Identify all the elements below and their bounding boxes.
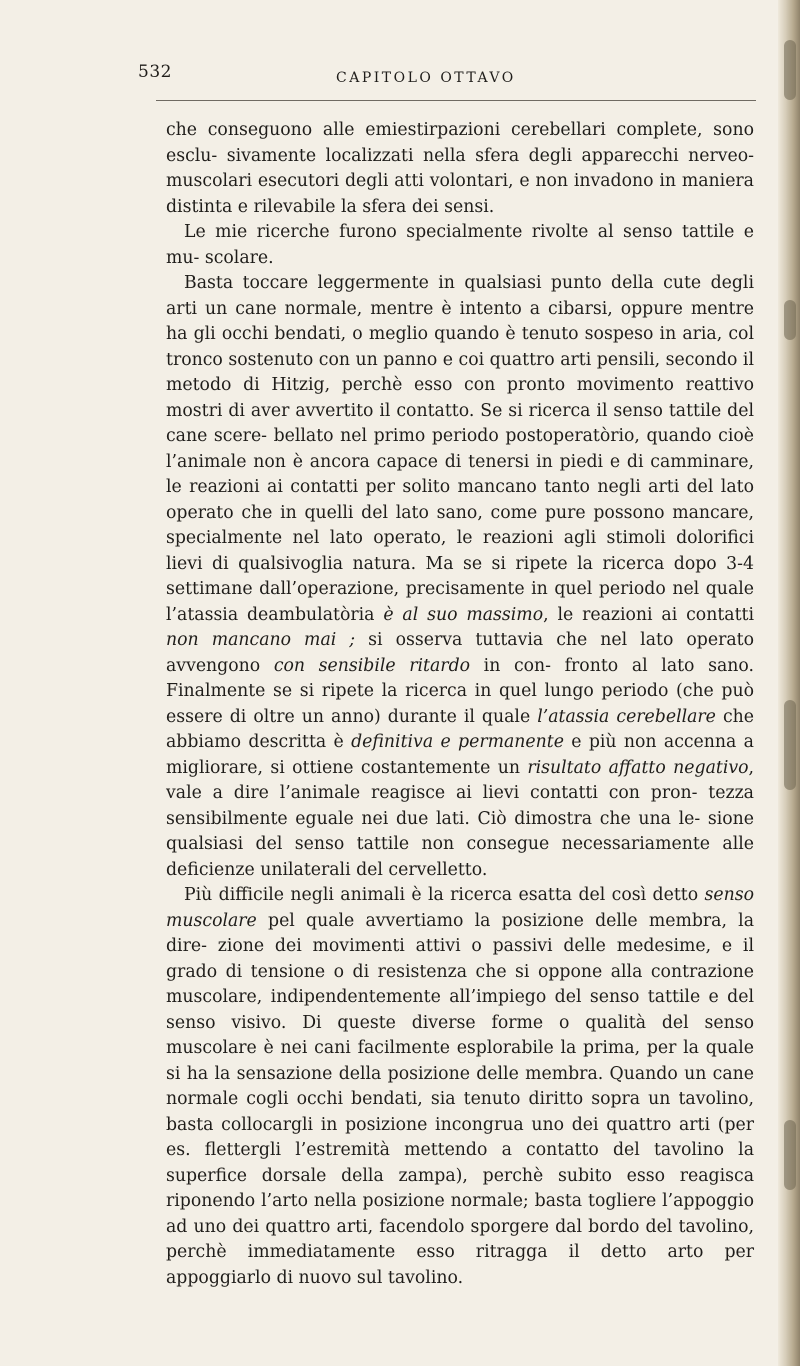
text-run: Basta toccare leggermente in qualsiasi punto della cute degli arti un cane normale, mentre è intento a cibarsi, oppure mentre ha gli occhi bendati, o meglio quando è tenuto sospeso in aria, col tronco sostenuto con un panno e coi quattro arti pensili, secondo il metodo di Hitzig, perchè esso con pronto movimento reattivo mostri di aver avvertito il contatto. Se si ricerca il senso tattile del cane scere- bellato nel primo periodo postoperatòrio, quando cioè l’animale non è ancora capace di tenersi in piedi e di camminare, le reazioni ai contatti per solito mancano tanto negli arti del lato operato che in quelli del lato sano, come pure possono mancare, specialmente nel lato operato, le reazioni agli stimoli dolorifici lievi di qualsivoglia natura. Ma se si ripete la ricerca dopo 3-4 settimane dall’operazione, precisamente in quel periodo nel quale l’atassia deambulatòria: [166, 273, 754, 625]
paragraph: [166, 271, 754, 883]
page-edge: [778, 0, 800, 1366]
text-run: si osserva tuttavia che nel lato operato avvengono: [166, 630, 754, 676]
text-run: , vale a dire l’animale reagisce ai lievi contatti con pron- tezza sensibilmente eguale nei due lati. Ciò dimostra che una le- sione qualsiasi del senso tattile non consegue necessariamente alle deficienze unilaterali del cervelletto.: [166, 757, 755, 880]
text-run: in con- fronto al lato sano. Finalmente se si ripete la ricerca in quel lungo periodo (che può essere di oltre un anno) durante il quale: [166, 655, 754, 727]
italic-text: senso muscolare: [166, 885, 754, 931]
text-run: che conseguono alle emiestirpazioni cerebellari complete, sono esclu- sivamente localizzati nella sfera degli apparecchi nerveo-muscolari esecutori degli atti volontari, e non invadono in maniera distinta e rilevabile la sfera dei sensi.: [166, 120, 754, 217]
italic-text: con sensibile ritardo: [273, 655, 471, 676]
header-rule: [156, 100, 756, 101]
edge-shadow: [784, 700, 796, 790]
italic-text: definitiva e permanente: [351, 732, 564, 752]
text-run: , le reazioni ai contatti: [543, 604, 754, 625]
text-run: e più non accenna a migliorare, si ottiene costantemente un: [166, 732, 754, 778]
italic-text: non mancano mai ;: [166, 630, 356, 650]
edge-shadow: [784, 300, 796, 340]
text-run: pel quale avvertiamo la posizione delle membra, la dire- zione dei movimenti attivi o passivi delle medesime, e il grado di tensione o di resistenza che si oppone alla contrazione muscolare, indipendentemente all’impiego del senso tattile e del senso visivo. Di queste diverse forme o qualità del senso muscolare è nei cani facilmente esplorabile la prima, per la quale si ha la sensazione della posizione delle membra. Quando un cane normale cogli occhi bendati, sia tenuto diritto sopra un tavolino, basta collocargli in posizione incongrua uno dei quattro arti (per es. flettergli l’estremità mettendo a contatto del tavolino la superfice dorsale della zampa), perchè subito esso reagisca riponendo l’arto nella posizione normale; basta togliere l’appoggio ad uno dei quattro arti, facendolo sporgere dal bordo del tavolino, perchè immediatamente esso ritragga il detto arto per appoggiarlo di nuovo sul tavolino.: [166, 910, 754, 1288]
page-header: [138, 62, 798, 92]
paragraph: [166, 118, 754, 220]
edge-shadow: [784, 1120, 796, 1190]
edge-shadow: [784, 40, 796, 100]
page-number: 532: [138, 62, 172, 82]
body-text: [166, 118, 754, 1291]
italic-text: è al suo massimo: [383, 604, 544, 625]
text-run: Le mie ricerche furono specialmente rivolte al senso tattile e mu- scolare.: [166, 222, 754, 268]
italic-text: risultato affatto negativo: [527, 757, 749, 778]
text-run: Più difficile negli animali è la ricerca esatta del così detto: [184, 885, 705, 905]
running-head: CAPITOLO OTTAVO: [336, 70, 516, 86]
text-run: che abbiamo descritta è: [166, 706, 754, 752]
paragraph: [166, 220, 754, 271]
paragraph: [166, 883, 754, 1291]
italic-text: l’atassia cerebellare: [537, 706, 716, 727]
